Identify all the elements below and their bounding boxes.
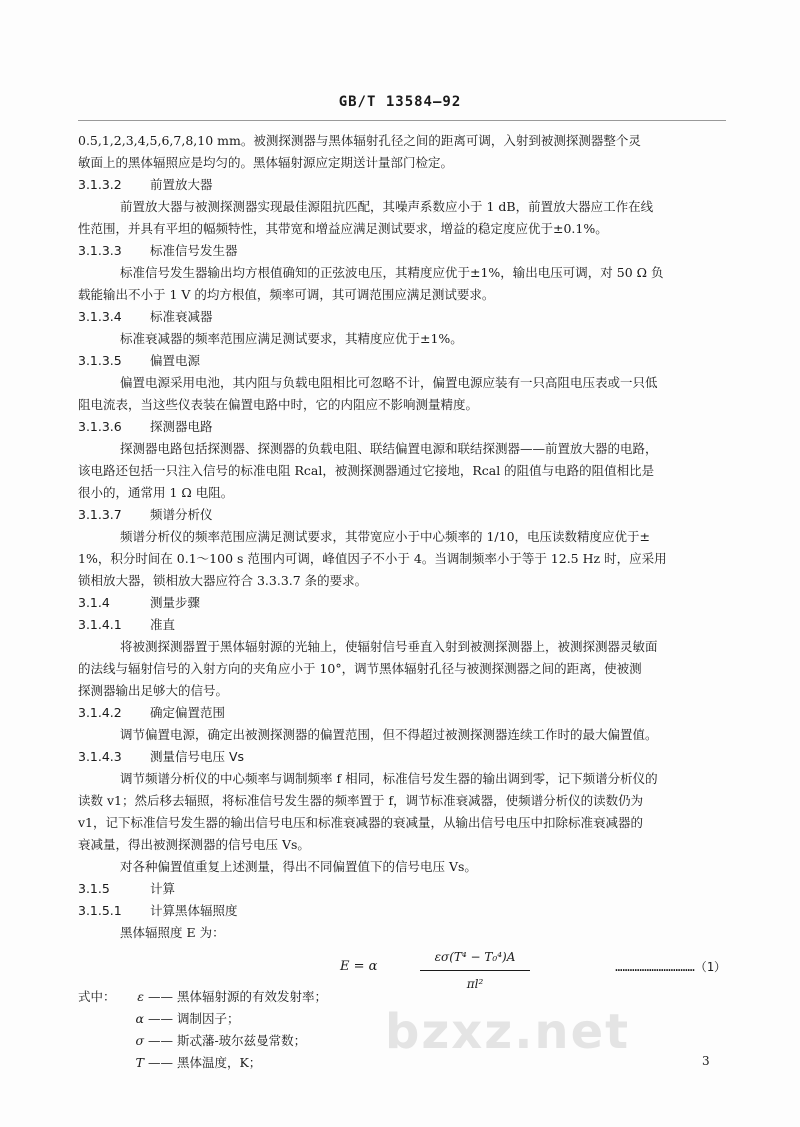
section-heading xyxy=(78,702,726,724)
definition-text: —— 调制因子； xyxy=(144,1011,240,1026)
formula-fraction xyxy=(420,946,530,995)
paragraph-line: 的法线与辐射信号的入射方向的夹角应小于 10°，调节黑体辐射孔径与被测探测器之间的距离，使被测 xyxy=(78,661,642,676)
standard-header: GB/T 13584—92 xyxy=(338,94,462,110)
definition-symbol: T xyxy=(135,1055,144,1070)
paragraph-line: 1%，积分时间在 0.1～100 s 范围内可调，峰值因子不小于 4。当调制频率小于等于 12.5 Hz 时，应采用 xyxy=(78,551,667,566)
section-title: 前置放大器 xyxy=(150,177,213,192)
definition-text: —— 斯忒藩-玻尔兹曼常数； xyxy=(144,1033,307,1048)
formula-lhs: E = α xyxy=(340,959,378,974)
paragraph-line: 探测器输出足够大的信号。 xyxy=(78,683,229,698)
paragraph-line: 阻电流表，当这些仪表装在偏置电路中时，它的内阻应不影响测量精度。 xyxy=(78,397,479,412)
formula-1 xyxy=(78,946,726,991)
section-number: 3.1.5.1 xyxy=(78,903,122,918)
paragraph-line: 性范围，并具有平坦的幅频特性，其带宽和增益应满足测试要求，增益的稳定度应优于±0.1%。 xyxy=(78,221,608,236)
formula-denominator: πl² xyxy=(466,977,484,991)
section-title: 计算黑体辐照度 xyxy=(150,903,238,918)
section-number: 3.1.3.5 xyxy=(78,353,122,368)
section-number: 3.1.3.4 xyxy=(78,309,122,324)
section-title: 标准信号发生器 xyxy=(150,243,238,258)
section-heading xyxy=(78,350,726,372)
section-number: 3.1.3.6 xyxy=(78,419,122,434)
section-number: 3.1.4 xyxy=(78,595,110,610)
paragraph-line: 将被测探测器置于黑体辐射源的光轴上，使辐射信号垂直入射到被测探测器上，被测探测器灵敏面 xyxy=(120,639,658,654)
section-number: 3.1.4.2 xyxy=(78,705,122,720)
paragraph-line: 对各种偏置值重复上述测量，得出不同偏置值下的信号电压 Vs。 xyxy=(120,859,477,874)
header-rule xyxy=(78,120,726,121)
section-title: 偏置电源 xyxy=(150,353,201,368)
paragraph-line: 锁相放大器，锁相放大器应符合 3.3.3.7 条的要求。 xyxy=(78,573,368,588)
paragraph-line: 读数 v1；然后移去辐照，将标准信号发生器的频率置于 f，调节标准衰减器，使频谱分析仪的读数仍为 xyxy=(78,793,644,808)
definition-symbol: σ xyxy=(135,1033,144,1048)
paragraph-line: 敏面上的黑体辐照应是均匀的。黑体辐射源应定期送计量部门检定。 xyxy=(78,155,454,170)
section-heading xyxy=(78,504,726,526)
section-title: 测量信号电压 Vs xyxy=(150,749,245,764)
section-title: 标准衰减器 xyxy=(150,309,213,324)
paragraph-line: 标准信号发生器输出均方根值确知的正弦波电压，其精度应优于±1%，输出电压可调，对 50 Ω 负 xyxy=(120,265,664,280)
section-heading xyxy=(78,746,726,768)
definition-text: —— 黑体温度，K； xyxy=(144,1055,262,1070)
definition-symbol: α xyxy=(135,1011,144,1026)
section-title: 计算 xyxy=(150,881,176,896)
section-number: 3.1.3.3 xyxy=(78,243,122,258)
section-heading xyxy=(78,174,726,196)
paragraph-line: 前置放大器与被测探测器实现最佳源阻抗匹配，其噪声系数应小于 1 dB，前置放大器应工作在线 xyxy=(120,199,654,214)
paragraph-line: v1，记下标准信号发生器的输出信号电压和标准衰减器的衰减量，从输出信号电压中扣除标准衰减器的 xyxy=(78,815,644,830)
section-number: 3.1.4.3 xyxy=(78,749,122,764)
section-heading xyxy=(78,878,726,900)
paragraph-line: 0.5,1,2,3,4,5,6,7,8,10 mm。被测探测器与黑体辐射孔径之间的距离可调，入射到被测探测器整个灵 xyxy=(78,133,641,148)
page-number: 3 xyxy=(702,1054,710,1068)
section-number: 3.1.3.2 xyxy=(78,177,122,192)
watermark: bzxz.net xyxy=(385,1004,631,1060)
document-body xyxy=(78,130,726,1074)
paragraph-line: 标准衰减器的频率范围应满足测试要求，其精度应优于±1%。 xyxy=(120,331,463,346)
section-title: 确定偏置范围 xyxy=(150,705,226,720)
section-title: 频谱分析仪 xyxy=(150,507,213,522)
section-title: 测量步骤 xyxy=(150,595,201,610)
formula-numerator: εσ(T⁴ − T₀⁴)A xyxy=(434,950,516,964)
symbol-definition: 式中： ε —— 黑体辐射源的有效发射率； xyxy=(78,986,726,1008)
section-heading xyxy=(78,416,726,438)
section-title: 准直 xyxy=(150,617,176,632)
section-title: 探测器电路 xyxy=(150,419,213,434)
paragraph-line: 偏置电源采用电池，其内阻与负载电阻相比可忽略不计，偏置电源应装有一只高阻电压表或一只低 xyxy=(120,375,658,390)
definition-text: —— 黑体辐射源的有效发射率； xyxy=(144,989,327,1004)
equation-number: ……………………………（1） xyxy=(615,960,726,974)
fraction-bar xyxy=(420,970,530,971)
paragraph-line: 频谱分析仪的频率范围应满足测试要求，其带宽应小于中心频率的 1/10，电压读数精度应优于± xyxy=(120,529,651,544)
section-heading xyxy=(78,240,726,262)
definition-symbol: ε xyxy=(137,989,144,1004)
section-heading xyxy=(78,592,726,614)
paragraph-line: 很小的，通常用 1 Ω 电阻。 xyxy=(78,485,234,500)
paragraph-line: 衰减量，得出被测探测器的信号电压 Vs。 xyxy=(78,837,310,852)
paragraph-line: 调节频谱分析仪的中心频率与调制频率 f 相同，标准信号发生器的输出调到零，记下频谱分析仪的 xyxy=(120,771,658,786)
section-heading xyxy=(78,306,726,328)
paragraph-line: 探测器电路包括探测器、探测器的负载电阻、联结偏置电源和联结探测器——前置放大器的电路， xyxy=(120,441,658,456)
section-number: 3.1.4.1 xyxy=(78,617,122,632)
paragraph-line: 调节偏置电源，确定出被测探测器的偏置范围，但不得超过被测探测器连续工作时的最大偏置值。 xyxy=(120,727,658,742)
paragraph-line: 载能输出不小于 1 V 的均方根值，频率可调，其可调范围应满足测试要求。 xyxy=(78,287,495,302)
paragraph-line: 该电路还包括一只注入信号的标准电阻 Rcal，被测探测器通过它接地，Rcal 的阻值与电路的阻值相比是 xyxy=(78,463,655,478)
section-number: 3.1.3.7 xyxy=(78,507,122,522)
section-heading xyxy=(78,900,726,922)
section-number: 3.1.5 xyxy=(78,881,110,896)
paragraph-line: 黑体辐照度 E 为： xyxy=(120,925,225,940)
section-heading xyxy=(78,614,726,636)
